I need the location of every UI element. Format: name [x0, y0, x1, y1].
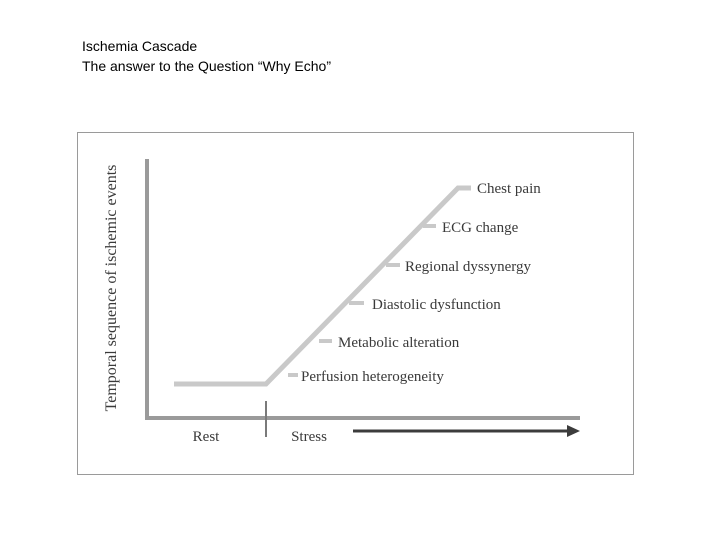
ischemia-cascade-figure [77, 132, 634, 475]
event-label: Regional dyssynergy [405, 259, 531, 275]
event-label: Metabolic alteration [338, 335, 460, 351]
event-label: Chest pain [477, 181, 541, 197]
cascade-line [174, 188, 471, 384]
title-line-1: Ischemia Cascade [82, 38, 198, 54]
y-axis-label: Temporal sequence of ischemic events [103, 164, 120, 412]
event-label: Diastolic dysfunction [372, 297, 501, 313]
stress-label: Stress [291, 429, 327, 445]
event-label: Perfusion heterogeneity [301, 369, 444, 385]
stress-arrow-head [567, 425, 580, 437]
cascade-diagram [78, 133, 633, 474]
rest-label: Rest [192, 429, 220, 445]
slide-title [82, 36, 331, 76]
title-line-2: The answer to the Question “Why Echo” [82, 58, 331, 74]
event-label: ECG change [442, 220, 519, 236]
